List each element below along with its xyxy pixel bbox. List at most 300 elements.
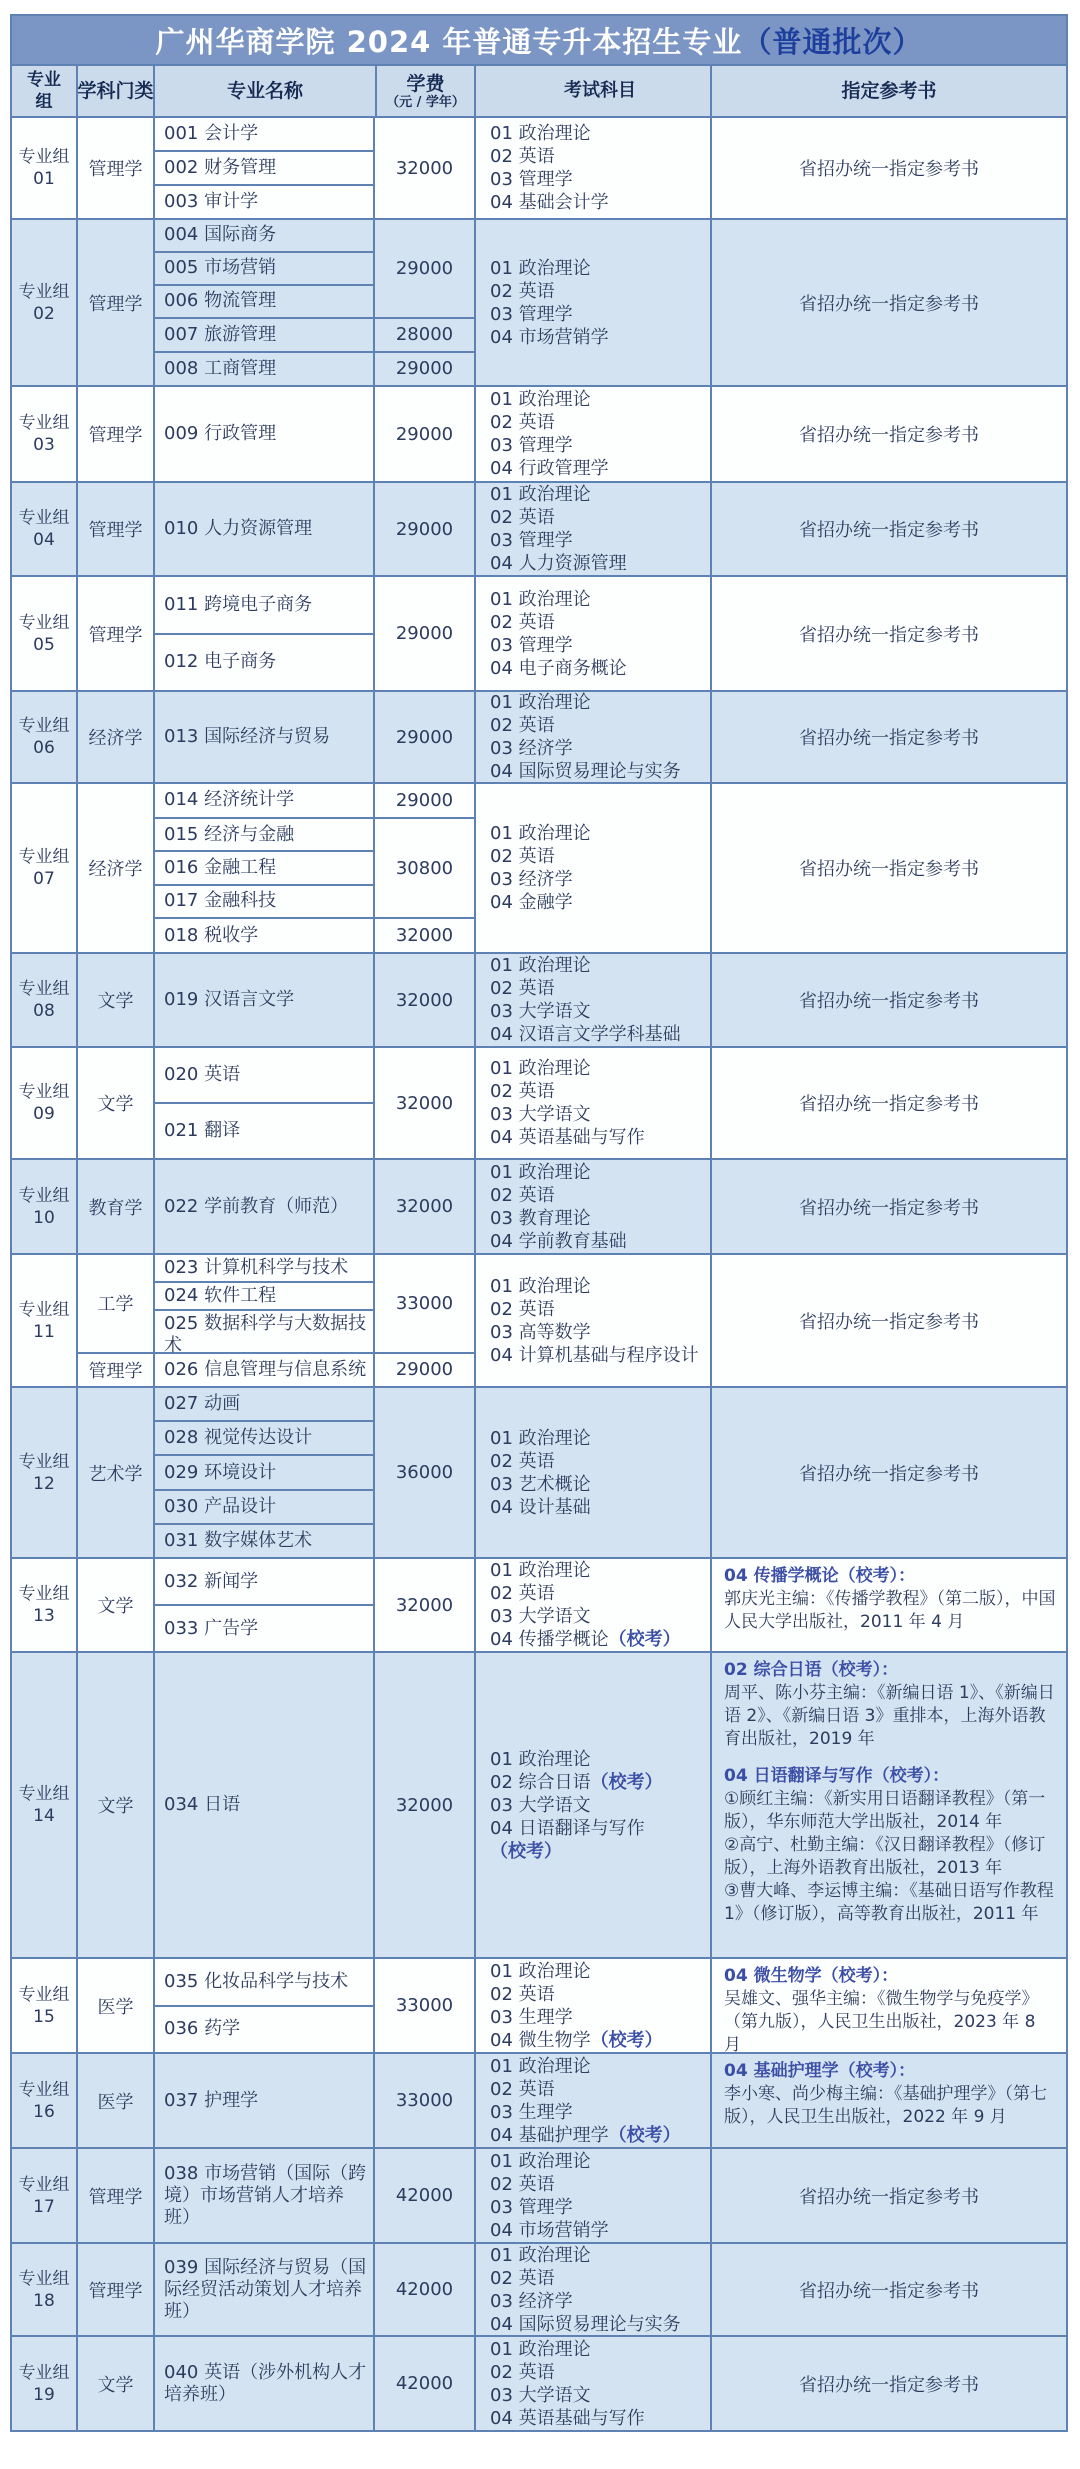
table-row — [12, 118, 1066, 220]
exam-subject-item: 03 管理学 — [490, 530, 573, 551]
major-cell: 009 行政管理 — [164, 423, 277, 444]
school-exam-tag: （校考） — [590, 2029, 663, 2051]
reference-text: 省招办统一指定参考书 — [799, 624, 979, 646]
reference-text: 省招办统一指定参考书 — [799, 2374, 979, 2396]
admissions-table — [10, 14, 1068, 2432]
discipline-column — [78, 1559, 155, 1651]
majors-fee-column — [155, 387, 476, 481]
major-cell: 024 软件工程 — [155, 1283, 373, 1311]
group-number: 10 — [33, 1207, 55, 1228]
exam-subjects-cell — [476, 483, 712, 575]
fee-cell: 29000 — [395, 423, 454, 445]
discipline-column — [78, 784, 155, 952]
major-list — [155, 954, 375, 1046]
exam-subject-item: 01 政治理论 — [490, 123, 591, 144]
group-cell — [12, 483, 78, 575]
exam-subjects-cell — [476, 1388, 712, 1557]
exam-subject-item: 04 市场营销学 — [490, 326, 609, 348]
fee-group — [155, 1160, 474, 1253]
reference-block — [724, 1765, 1056, 1926]
exam-subject-item: 01 政治理论 — [490, 1058, 591, 1079]
major-cell: 039 国际经济与贸易（国际经贸活动策划人才培养班） — [164, 2256, 367, 2322]
majors-fee-column — [155, 784, 476, 952]
exam-subject-item: 01 政治理论 — [490, 1560, 591, 1581]
group-cell — [12, 2337, 78, 2430]
fee-cell: 30800 — [395, 857, 454, 879]
major-list — [155, 2337, 375, 2430]
school-exam-tag: （校考） — [608, 1629, 681, 1650]
group-label: 专业组 — [18, 979, 70, 999]
exam-subjects-cell — [476, 1160, 712, 1253]
major-cell: 004 国际商务 — [155, 220, 373, 253]
major-cell: 008 工商管理 — [164, 357, 277, 379]
fee-cell: 32000 — [395, 989, 454, 1011]
exam-subject-item: 03 经济学 — [490, 869, 573, 890]
exam-subject-item: 04 汉语言文学学科基础 — [490, 1024, 681, 1045]
fee-cell: 29000 — [395, 623, 454, 644]
group-label: 专业组 — [18, 716, 70, 736]
group-label: 专业组 — [18, 2362, 70, 2383]
group-label: 专业组 — [18, 1451, 70, 1472]
major-list — [155, 118, 375, 218]
reference-cell — [712, 1653, 1066, 1957]
fee-group — [155, 483, 474, 575]
major-cell: 021 翻译 — [164, 1120, 241, 1141]
majors-fee-column — [155, 2054, 476, 2147]
majors-fee-column — [155, 692, 476, 782]
exam-subjects-cell — [476, 954, 712, 1046]
table-row — [12, 954, 1066, 1048]
major-list — [155, 1255, 375, 1356]
group-label: 专业组 — [18, 1584, 70, 1604]
group-label: 专业组 — [18, 1299, 70, 1320]
exam-subjects-cell — [476, 2054, 712, 2147]
exam-subject-item: 01 政治理论 — [490, 257, 591, 279]
fee-cell: 36000 — [395, 1462, 454, 1483]
exam-subject-item: 04 国际贸易理论与实务 — [490, 2313, 681, 2335]
discipline-cell: 经济学 — [88, 859, 143, 880]
fee-cell: 32000 — [395, 157, 454, 179]
table-row — [12, 1388, 1066, 1559]
group-number: 14 — [33, 1806, 55, 1826]
reference-cell — [712, 2149, 1066, 2242]
exam-subject-item: 02 英语 — [490, 280, 555, 302]
table-row — [12, 784, 1066, 954]
column-header-fee-unit: （元 / 学年） — [386, 94, 465, 110]
reference-heading: 04 日语翻译与写作（校考）： — [724, 1766, 950, 1786]
exam-subject-item: 01 政治理论 — [490, 823, 591, 844]
group-label: 专业组 — [18, 2268, 70, 2289]
table-row — [12, 2149, 1066, 2244]
group-cell — [12, 577, 78, 690]
fee-group — [155, 2054, 474, 2147]
school-exam-tag: （校考） — [490, 1840, 562, 1862]
fee-group — [155, 919, 474, 952]
fee-group — [155, 2244, 474, 2335]
discipline-cell: 教育学 — [88, 1197, 143, 1219]
discipline-column — [78, 387, 155, 481]
exam-subject-item: 02 英语 — [490, 2267, 555, 2289]
column-header-discipline-label: 学科门类 — [77, 80, 154, 102]
reference-block — [724, 1565, 1056, 1634]
fee-cell: 42000 — [395, 2279, 454, 2300]
exam-subject-item: 04 英语基础与写作 — [490, 1127, 645, 1148]
major-cell: 014 经济统计学 — [164, 789, 295, 811]
exam-subject-item: 02 英语 — [490, 412, 555, 433]
group-cell — [12, 1255, 78, 1386]
major-list — [155, 819, 375, 917]
exam-subject-item: 03 生理学 — [490, 2101, 573, 2123]
major-list — [155, 2244, 375, 2335]
exam-subject-item: 01 政治理论 — [490, 1427, 591, 1449]
exam-subjects-cell — [476, 220, 712, 385]
major-list — [155, 353, 375, 385]
exam-subject-item: 03 大学语文 — [490, 1794, 591, 1816]
group-label: 专业组 — [18, 508, 70, 528]
table-title-batch: （普通批次） — [742, 24, 923, 59]
column-header-reference — [712, 66, 1066, 116]
table-row — [12, 577, 1066, 692]
exam-subject-item: 04 金融学 — [490, 892, 573, 913]
major-list — [155, 220, 375, 317]
exam-subject-item: 04 市场营销学 — [490, 2219, 609, 2241]
reference-body-line: ②高宁、杜勤主编：《汉日翻译教程》（修订版），上海外语教育出版社，2013 年 — [724, 1835, 1046, 1878]
discipline-cell: 管理学 — [88, 293, 143, 315]
table-row — [12, 220, 1066, 387]
major-cell: 016 金融工程 — [155, 852, 373, 885]
reference-text: 省招办统一指定参考书 — [799, 1094, 979, 1115]
reference-cell — [712, 954, 1066, 1046]
majors-fee-column — [155, 1160, 476, 1253]
reference-cell — [712, 1160, 1066, 1253]
table-row — [12, 1255, 1066, 1388]
group-label: 专业组 — [18, 1784, 70, 1804]
group-number: 19 — [33, 2384, 55, 2405]
group-number: 13 — [33, 1606, 55, 1626]
major-cell: 026 信息管理与信息系统 — [164, 1358, 367, 1380]
reference-cell — [712, 692, 1066, 782]
table-row — [12, 2054, 1066, 2149]
fee-cell: 29000 — [395, 518, 454, 540]
fee-group — [155, 2149, 474, 2242]
reference-body-line: 郭庆光主编：《传播学教程》（第二版），中国人民大学出版社，2011 年 4 月 — [724, 1589, 1056, 1632]
discipline-column — [78, 1959, 155, 2052]
reference-body-line: ①顾红主编：《新实用日语翻译教程》（第一版），华东师范大学出版社，2014 年 — [724, 1789, 1046, 1832]
reference-heading: 02 综合日语（校考）： — [724, 1660, 899, 1680]
fee-cell: 32000 — [395, 1196, 454, 1217]
group-cell — [12, 954, 78, 1046]
fee-cell: 32000 — [395, 1794, 454, 1816]
exam-subject-item: 02 英语 — [490, 1081, 555, 1102]
major-cell: 018 税收学 — [164, 924, 259, 946]
major-cell: 033 广告学 — [164, 1617, 259, 1639]
group-cell — [12, 1048, 78, 1158]
major-cell: 036 药学 — [164, 2018, 241, 2040]
exam-subject-item: 03 管理学 — [490, 634, 573, 656]
fee-cell: 29000 — [395, 257, 454, 279]
group-number: 16 — [33, 2101, 55, 2122]
fee-group — [155, 1354, 474, 1386]
fee-group — [155, 2337, 474, 2430]
group-cell — [12, 1959, 78, 2052]
table-row — [12, 1048, 1066, 1160]
majors-fee-column — [155, 1559, 476, 1651]
major-list — [155, 784, 375, 817]
group-label: 专业组 — [18, 147, 70, 167]
group-cell — [12, 1653, 78, 1957]
group-cell — [12, 220, 78, 385]
exam-subject-item: 03 高等数学 — [490, 1321, 591, 1343]
majors-fee-column — [155, 954, 476, 1046]
majors-fee-column — [155, 2337, 476, 2430]
fee-cell: 32000 — [395, 1594, 454, 1616]
exam-subject-item: 03 教育理论 — [490, 1207, 591, 1229]
exam-subject-item: 01 政治理论 — [490, 692, 591, 713]
fee-group — [155, 319, 474, 353]
group-number: 12 — [33, 1473, 55, 1494]
table-row — [12, 387, 1066, 483]
major-cell: 017 金融科技 — [164, 890, 277, 912]
group-number: 04 — [33, 530, 55, 550]
group-number: 01 — [33, 169, 55, 189]
major-cell: 006 物流管理 — [164, 290, 277, 312]
reference-body-line: 吴雄文、强华主编：《微生物学与免疫学》（第九版），人民卫生出版社，2023 年 8 月 — [724, 1989, 1039, 2055]
group-number: 07 — [33, 869, 55, 889]
exam-subject-item: 02 英语 — [490, 978, 555, 999]
group-label: 专业组 — [18, 2174, 70, 2195]
major-cell: 027 动画 — [155, 1388, 373, 1422]
reference-text: 省招办统一指定参考书 — [799, 1463, 979, 1485]
exam-subject-item: 04 基础护理学（校考） — [490, 2124, 681, 2146]
exam-subject-item: 03 大学语文 — [490, 1104, 591, 1125]
reference-text: 省招办统一指定参考书 — [799, 1311, 979, 1333]
major-list — [155, 2054, 375, 2147]
fee-group — [155, 1048, 474, 1158]
exam-subject-item: 02 英语 — [490, 1298, 555, 1320]
discipline-cell: 管理学 — [88, 159, 143, 180]
column-header-group — [12, 66, 78, 116]
exam-subject-item: 01 政治理论 — [490, 955, 591, 976]
discipline-cell: 文学 — [97, 1596, 134, 1617]
exam-subject-item: 04 英语基础与写作 — [490, 2407, 645, 2429]
table-title: 广州华商学院 2024 年普通专升本招生专业 — [155, 24, 743, 59]
major-cell: 013 国际经济与贸易 — [164, 726, 331, 747]
fee-group — [155, 954, 474, 1046]
school-exam-tag: （校考） — [590, 1771, 663, 1793]
exam-subject-item: 03 管理学 — [490, 303, 573, 325]
group-label: 专业组 — [18, 847, 70, 867]
major-list — [155, 1388, 375, 1557]
reference-text: 省招办统一指定参考书 — [799, 520, 979, 541]
major-cell: 023 计算机科学与技术 — [155, 1255, 373, 1283]
group-number: 15 — [33, 2006, 55, 2027]
group-number: 17 — [33, 2196, 55, 2217]
school-exam-tag: （校考） — [608, 2124, 681, 2146]
group-label: 专业组 — [18, 281, 70, 302]
reference-heading: 04 微生物学（校考）： — [724, 1966, 899, 1986]
table-row — [12, 2244, 1066, 2337]
fee-cell: 42000 — [395, 2185, 454, 2206]
major-list — [155, 1653, 375, 1957]
group-number: 02 — [33, 303, 55, 324]
exam-subject-item: 01 政治理论 — [490, 1275, 591, 1297]
major-list — [155, 577, 375, 690]
majors-fee-column — [155, 1048, 476, 1158]
exam-subjects-cell — [476, 692, 712, 782]
fee-group — [155, 118, 474, 218]
exam-subjects-cell — [476, 387, 712, 481]
fee-group — [155, 353, 474, 385]
reference-cell — [712, 387, 1066, 481]
exam-subjects-cell — [476, 1959, 712, 2052]
major-cell: 029 环境设计 — [155, 1456, 373, 1490]
major-cell: 035 化妆品科学与技术 — [155, 1959, 373, 2007]
major-cell: 031 数字媒体艺术 — [164, 1529, 313, 1551]
exam-subject-item: 01 政治理论 — [490, 1960, 591, 1982]
discipline-cell: 管理学 — [88, 2280, 143, 2302]
table-row — [12, 1559, 1066, 1653]
table-row — [12, 483, 1066, 577]
reference-text: 省招办统一指定参考书 — [799, 159, 979, 180]
group-cell — [12, 1160, 78, 1253]
fee-group — [155, 1255, 474, 1354]
group-cell — [12, 784, 78, 952]
exam-subjects-cell — [476, 1559, 712, 1651]
exam-subject-item: 03 经济学 — [490, 2290, 573, 2312]
group-cell — [12, 118, 78, 218]
fee-group — [155, 819, 474, 919]
fee-cell: 29000 — [395, 726, 454, 748]
reference-cell — [712, 483, 1066, 575]
fee-cell: 28000 — [395, 324, 454, 346]
reference-cell — [712, 220, 1066, 385]
majors-fee-column — [155, 2149, 476, 2242]
reference-cell — [712, 2337, 1066, 2430]
group-cell — [12, 1388, 78, 1557]
exam-subjects-cell — [476, 1653, 712, 1957]
major-cell: 005 市场营销 — [155, 253, 373, 286]
discipline-column — [78, 1255, 155, 1386]
discipline-cell: 管理学 — [88, 1360, 143, 1382]
exam-subjects-cell — [476, 2337, 712, 2430]
fee-cell: 42000 — [395, 2373, 454, 2394]
group-label: 专业组 — [18, 1082, 70, 1102]
fee-group — [155, 1959, 474, 2052]
discipline-cell: 工学 — [78, 1255, 153, 1354]
exam-subject-item: 02 英语 — [490, 611, 555, 633]
reference-cell — [712, 1388, 1066, 1557]
exam-subjects-cell — [476, 2149, 712, 2242]
group-label: 专业组 — [18, 413, 70, 433]
major-list — [155, 1160, 375, 1253]
reference-cell — [712, 118, 1066, 218]
reference-text: 省招办统一指定参考书 — [799, 859, 979, 880]
exam-subjects-cell — [476, 2244, 712, 2335]
exam-subject-item: 01 政治理论 — [490, 2055, 591, 2077]
reference-cell — [712, 1959, 1066, 2055]
discipline-column — [78, 483, 155, 575]
group-cell — [12, 2149, 78, 2242]
discipline-column — [78, 1048, 155, 1158]
major-list — [155, 1354, 375, 1386]
exam-subject-item: 03 管理学 — [490, 169, 573, 190]
major-cell: 030 产品设计 — [155, 1491, 373, 1525]
exam-subject-item: 04 人力资源管理 — [490, 553, 627, 574]
exam-subject-item: 02 英语 — [490, 1184, 555, 1206]
major-list — [155, 2149, 375, 2242]
discipline-cell: 艺术学 — [88, 1463, 143, 1485]
exam-subject-item: 02 英语 — [490, 507, 555, 528]
table-title-bar — [12, 16, 1066, 66]
major-cell: 007 旅游管理 — [164, 323, 277, 345]
reference-cell — [712, 784, 1066, 952]
group-cell — [12, 387, 78, 481]
exam-subjects-cell — [476, 1255, 712, 1386]
reference-block — [724, 1659, 1056, 1751]
fee-cell: 33000 — [395, 1995, 454, 2016]
exam-subject-item: 04 学前教育基础 — [490, 1230, 627, 1252]
exam-subject-item: 02 英语 — [490, 1450, 555, 1472]
group-number: 06 — [33, 738, 55, 758]
column-header-discipline — [78, 66, 155, 116]
group-label: 专业组 — [18, 1984, 70, 2005]
group-cell — [12, 692, 78, 782]
discipline-column — [78, 577, 155, 690]
majors-fee-column — [155, 1959, 476, 2052]
column-header-group-label: 专业组 — [27, 70, 61, 112]
exam-subject-item: 04 日语翻译与写作（校考） — [490, 1817, 645, 1862]
major-list — [155, 919, 375, 952]
reference-cell — [712, 1048, 1066, 1158]
reference-cell — [712, 2054, 1066, 2147]
group-number: 05 — [33, 634, 55, 655]
discipline-column — [78, 2149, 155, 2242]
discipline-column — [78, 118, 155, 218]
fee-group — [155, 220, 474, 319]
exam-subject-item: 02 英语 — [490, 2078, 555, 2100]
group-number: 11 — [33, 1321, 55, 1342]
exam-subject-item: 01 政治理论 — [490, 2338, 591, 2360]
majors-fee-column — [155, 1255, 476, 1386]
majors-fee-column — [155, 577, 476, 690]
discipline-cell: 医学 — [97, 2091, 134, 2113]
reference-cell — [712, 2244, 1066, 2335]
exam-subject-item: 01 政治理论 — [490, 588, 591, 610]
reference-heading: 04 传播学概论（校考）： — [724, 1566, 916, 1586]
exam-subject-item: 03 艺术概论 — [490, 1473, 591, 1495]
reference-cell — [712, 577, 1066, 690]
fee-group — [155, 1559, 474, 1651]
major-cell: 003 审计学 — [164, 191, 259, 212]
group-label: 专业组 — [18, 612, 70, 633]
table-header-row — [12, 66, 1066, 118]
reference-block — [724, 2060, 1056, 2129]
reference-text: 省招办统一指定参考书 — [799, 425, 979, 446]
reference-body-line: ③曹大峰、李运博主编：《基础日语写作教程 1》（修订版），高等教育出版社，2011 年 — [724, 1881, 1054, 1924]
reference-text: 省招办统一指定参考书 — [799, 991, 979, 1012]
exam-subject-item: 02 综合日语（校考） — [490, 1771, 663, 1793]
table-row — [12, 1959, 1066, 2054]
major-cell: 020 英语 — [155, 1048, 373, 1104]
exam-subject-item: 01 政治理论 — [490, 484, 591, 505]
major-cell: 015 经济与金融 — [155, 819, 373, 852]
discipline-column — [78, 2337, 155, 2430]
discipline-cell: 文学 — [97, 1796, 134, 1817]
major-cell: 034 日语 — [164, 1794, 241, 1815]
major-cell: 028 视觉传达设计 — [155, 1422, 373, 1456]
exam-subject-item: 03 大学语文 — [490, 1606, 591, 1627]
column-header-exams-label: 考试科目 — [564, 80, 636, 101]
